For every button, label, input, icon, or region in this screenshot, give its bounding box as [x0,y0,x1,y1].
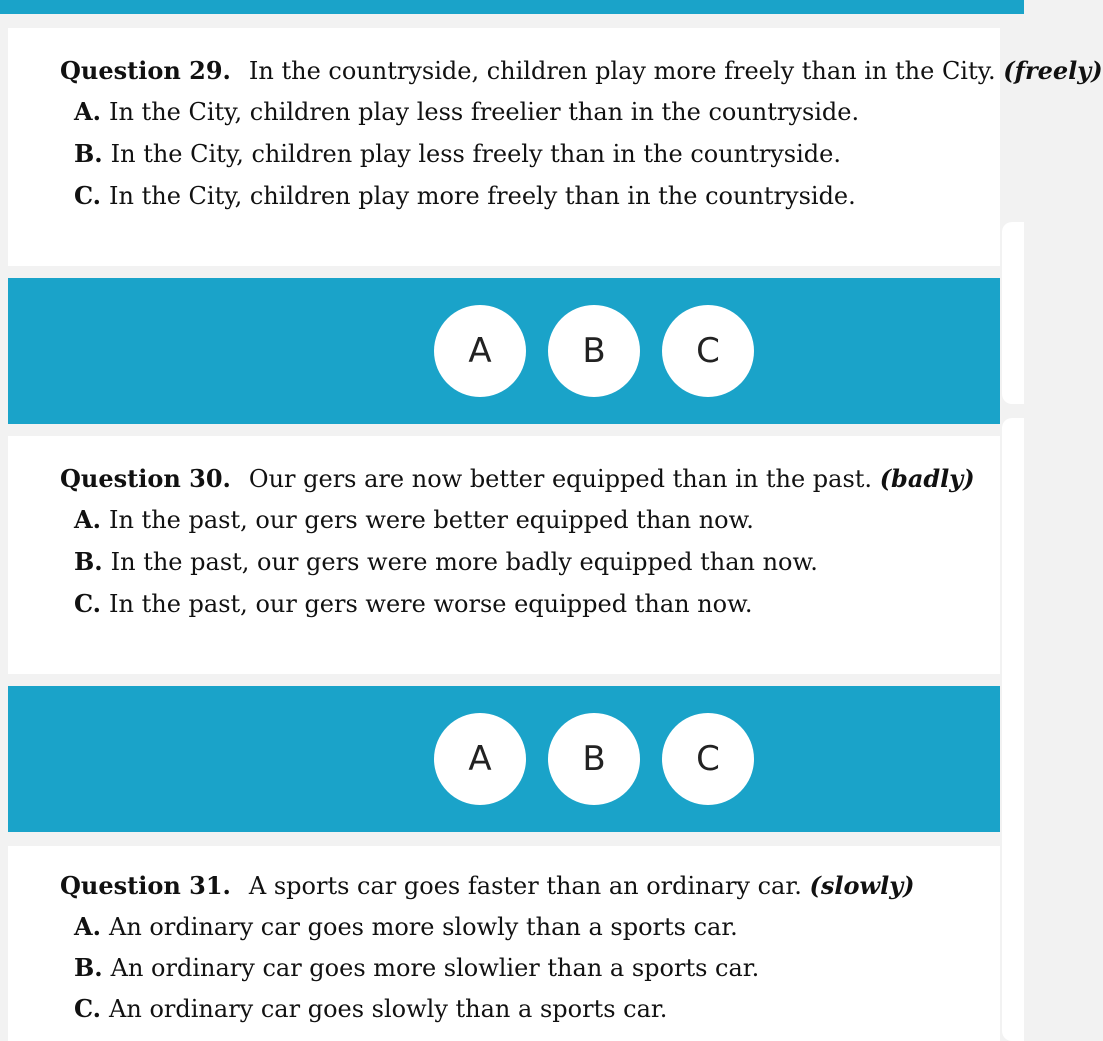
question-30-title [60,464,975,493]
option-a [74,505,754,534]
question-29-title [60,56,1103,85]
option-letter: C. [74,589,102,618]
option-text: In the City, children play less freely than in the countryside. [110,140,841,168]
option-letter: C. [74,181,102,210]
option-text: An ordinary car goes more slowlier than a sports car. [110,954,760,982]
right-edge-tab [1002,418,1024,1041]
option-letter: A. [74,912,101,941]
option-text: In the past, our gers were worse equipped than now. [109,590,753,618]
option-a [74,912,738,941]
option-text: In the past, our gers were better equipped than now. [108,506,754,534]
answer-b-button[interactable]: B [548,305,640,397]
option-letter: B. [74,547,103,576]
question-prompt: In the countryside, children play more freely than in the City. [248,57,996,85]
question-30-card [8,436,1000,674]
option-text: An ordinary car goes more slowly than a sports car. [108,913,738,941]
question-number: Question 29. [60,56,231,85]
option-letter: B. [74,953,103,982]
option-letter: B. [74,139,103,168]
question-number: Question 30. [60,464,231,493]
question-29-answer-bar [8,278,1000,424]
option-text: In the City, children play less freelier than in the countryside. [108,98,860,126]
option-letter: C. [74,994,102,1023]
option-b [74,139,841,168]
option-text: In the past, our gers were more badly equipped than now. [110,548,818,576]
option-text: In the City, children play more freely than in the countryside. [109,182,856,210]
right-edge-tab [1002,222,1024,404]
option-text: An ordinary car goes slowly than a sports car. [109,995,668,1023]
question-31-title [60,871,915,900]
option-a [74,97,859,126]
answer-a-button[interactable]: A [434,305,526,397]
answer-b-button[interactable]: B [548,713,640,805]
option-c [74,994,667,1023]
option-c [74,181,856,210]
answer-c-button[interactable]: C [662,713,754,805]
option-letter: A. [74,97,101,126]
top-accent-bar [0,0,1024,14]
question-31-card [8,846,1000,1041]
question-hint: (badly) [879,464,975,493]
answer-a-button[interactable]: A [434,713,526,805]
question-prompt: A sports car goes faster than an ordinary car. [248,872,802,900]
option-b [74,547,818,576]
question-hint: (slowly) [809,871,915,900]
question-number: Question 31. [60,871,231,900]
question-30-answer-bar [8,686,1000,832]
option-b [74,953,759,982]
question-hint: (freely) [1003,56,1103,85]
question-prompt: Our gers are now better equipped than in the past. [248,465,873,493]
option-c [74,589,752,618]
option-letter: A. [74,505,101,534]
question-29-card [8,28,1103,266]
answer-c-button[interactable]: C [662,305,754,397]
